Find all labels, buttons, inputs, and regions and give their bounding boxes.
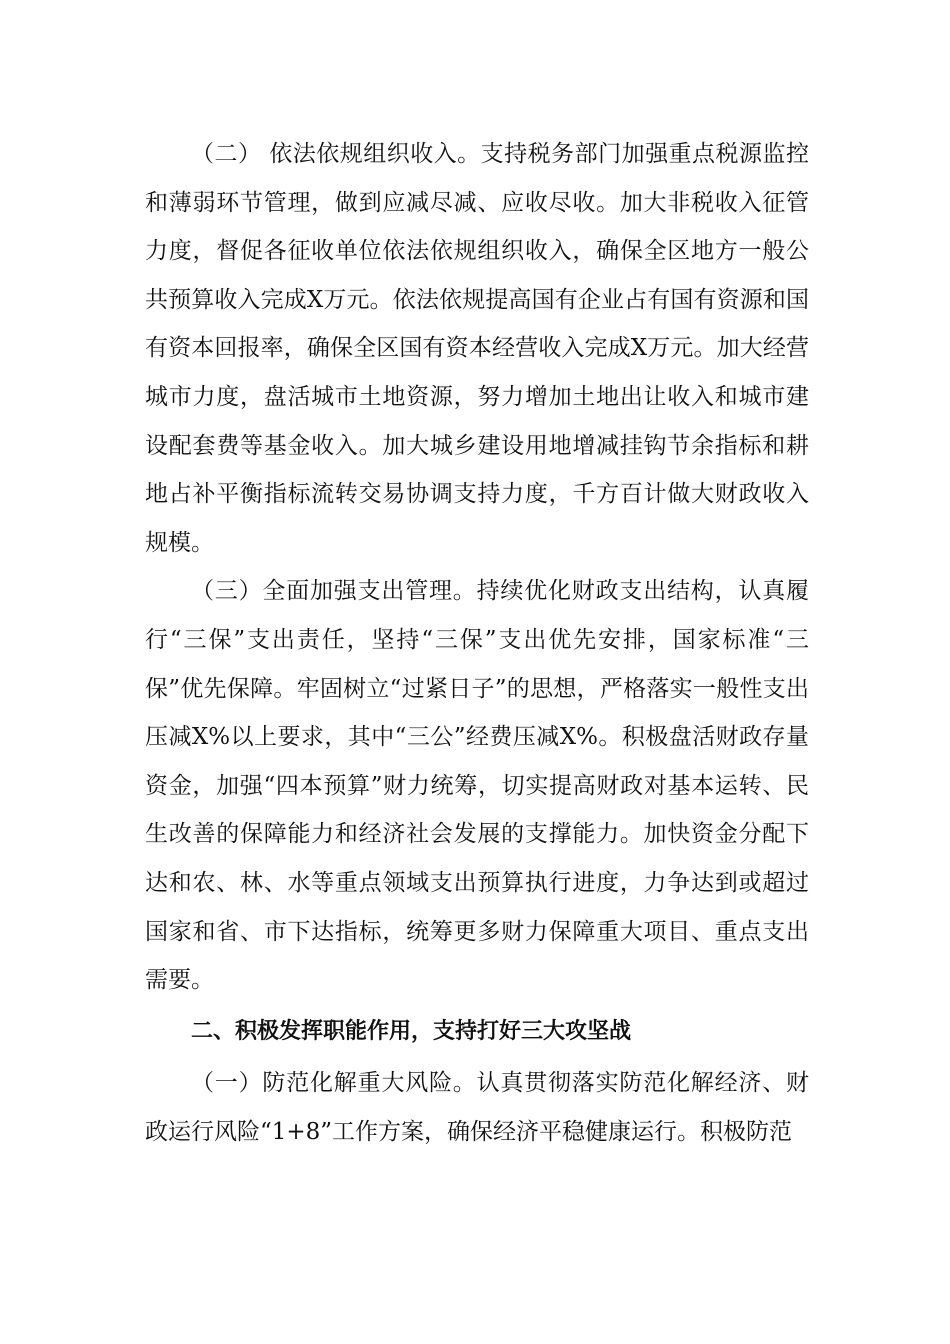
paragraph-expenditure: （三）全面加强支出管理。持续优化财政支出结构，认真履行“三保”支出责任，坚持“三保”支出优先安排，国家标准“三保”优先保障。牢固树立“过紧日子”的思想，严格落实一般性支出压减X%以上要求，其中“三公”经费压减X%。积极盘活财政存量资金，加强“四本预算”财力统筹，切实提高财政对基本运转、民生改善的保障能力和经济社会发展的支撑能力。加快资金分配下达和农、林、水等重点领域支出预算执行进度，力争达到或超过国家和省、市下达指标，统筹更多财力保障重大项目、重点支出需要。 — [145, 578, 809, 994]
document-page — [145, 130, 809, 1156]
section-heading: 二、积极发挥职能作用，支持打好三大攻坚战 — [191, 1018, 632, 1044]
paragraph-revenue: （二） 依法依规组织收入。支持税务部门加强重点税源监控和薄弱环节管理，做到应减尽减、应收尽收。加大非税收入征管力度，督促各征收单位依法依规组织收入，确保全区地方一般公共预算收入完成X万元。依法依规提高国有企业占有国有资源和国有资本回报率，确保全区国有资本经营收入完成X万元。加大经营城市力度，盘活城市土地资源，努力增加土地出让收入和城市建设配套费等基金收入。加大城乡建设用地增减挂钩节余指标和耕地占补平衡指标流转交易协调支持力度，千方百计做大财政收入规模。 — [145, 141, 809, 556]
paragraph-risk: （一）防范化解重大风险。认真贯彻落实防范化解经济、财政运行风险“1+8”工作方案，确保经济平稳健康运行。积极防范 — [145, 1070, 809, 1145]
